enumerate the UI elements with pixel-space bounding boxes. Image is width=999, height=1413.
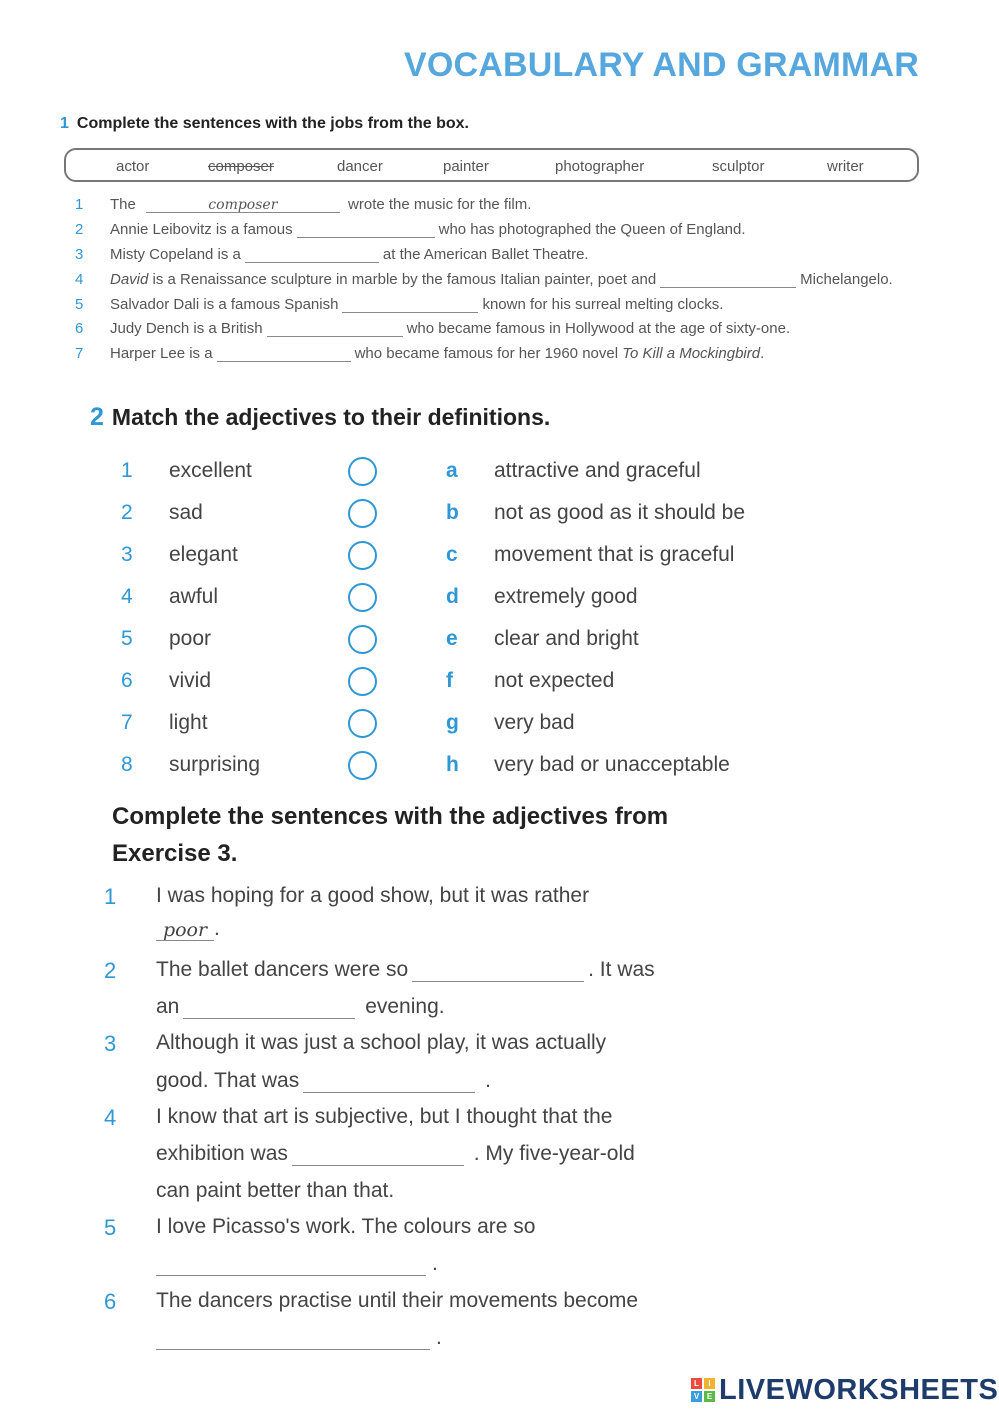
exercise-instruction: Match the adjectives to their definitions. [111, 404, 551, 430]
box-word: writer [827, 158, 864, 175]
answer-input[interactable] [183, 997, 355, 1019]
logo-mark-letter: L [691, 1378, 702, 1389]
box-word: sculptor [712, 158, 765, 175]
sentence-line [156, 995, 445, 1019]
answer-input[interactable] [156, 1254, 426, 1276]
sentence-text: who has photographed the Queen of England. [438, 221, 746, 238]
sentence-text: Michelangelo. [800, 271, 893, 288]
item-number: 7 [121, 711, 133, 734]
exercise-3-heading: Complete the sentences with the adjectives from Exercise 3. [112, 803, 669, 867]
item-number: 1 [104, 884, 117, 909]
sentence-line: I was hoping for a good show, but it was rather [156, 884, 590, 907]
logo-mark-letter: E [704, 1391, 715, 1402]
definition-letter: g [446, 711, 459, 734]
sentence-text: The ballet dancers were so [156, 958, 409, 981]
match-answer-circle[interactable] [348, 499, 377, 528]
sentence-line [156, 1069, 491, 1093]
definition-letter: h [446, 753, 459, 776]
box-word: composer [208, 158, 274, 175]
sentence-text: David [110, 271, 149, 288]
adjective: excellent [169, 459, 252, 482]
sentence-text: Misty Copeland is a [110, 246, 241, 263]
sentence-text: is a Renaissance sculpture in marble by the famous Italian painter, poet and [152, 271, 657, 288]
answer-input[interactable]: poor [156, 919, 214, 941]
word-box [64, 148, 919, 182]
sentence-text: at the American Ballet Theatre. [382, 246, 589, 263]
match-answer-circle[interactable] [348, 583, 377, 612]
item-number: 5 [121, 627, 133, 650]
definition: very bad [494, 711, 575, 734]
item-number: 5 [104, 1215, 117, 1240]
definition-letter: e [446, 627, 458, 650]
exercise-1-heading [60, 115, 469, 133]
definition: clear and bright [494, 627, 639, 650]
item-number: 5 [75, 296, 84, 313]
definition: very bad or unacceptable [494, 753, 730, 776]
sentence-text: . [432, 1252, 438, 1275]
answer-input[interactable] [297, 222, 435, 238]
item-number: 6 [75, 320, 84, 337]
match-answer-circle[interactable] [348, 625, 377, 654]
definition-letter: c [446, 543, 458, 566]
sentence-line [156, 1252, 438, 1276]
box-word: photographer [555, 158, 645, 175]
sentence-text: Annie Leibovitz is a famous [110, 221, 293, 238]
exercise-number: 1 [60, 115, 69, 132]
exercise-number: 2 [90, 403, 104, 431]
adjective: elegant [169, 543, 238, 566]
definition: movement that is graceful [494, 543, 735, 566]
item-number: 8 [121, 753, 133, 776]
liveworksheets-logo [691, 1374, 998, 1406]
definition: attractive and graceful [494, 459, 701, 482]
answer-input[interactable] [267, 321, 403, 337]
item-number: 2 [104, 958, 117, 983]
sentence-line [156, 1142, 635, 1166]
adjective: surprising [169, 753, 261, 776]
box-word: actor [116, 158, 150, 175]
definition-letter: d [446, 585, 459, 608]
sentence-text: Harper Lee is a [110, 345, 213, 362]
page-title: VOCABULARY AND GRAMMAR [403, 46, 919, 84]
answer-input[interactable] [303, 1071, 475, 1093]
sentence-text: Salvador Dali is a famous Spanish [110, 296, 339, 313]
sentence-text: . [760, 345, 765, 362]
sentence-text: To Kill a Mockingbird [622, 345, 761, 362]
box-word: painter [443, 158, 489, 175]
sentence-text: . It was [588, 958, 655, 981]
logo-mark-letter: I [704, 1378, 715, 1389]
definition-letter: f [446, 669, 453, 692]
answer-input[interactable] [292, 1144, 464, 1166]
adjective: poor [169, 627, 212, 650]
item-number: 6 [121, 669, 133, 692]
answer-input[interactable] [412, 960, 584, 982]
item-number: 7 [75, 345, 84, 362]
sentence-line: I know that art is subjective, but I thought that the [156, 1105, 613, 1128]
sentence-text: The [110, 196, 136, 213]
adjective: light [169, 711, 208, 734]
answer-input[interactable] [660, 272, 796, 288]
sentence-text: who became famous for her 1960 novel [354, 345, 619, 362]
adjective: sad [169, 501, 203, 524]
sentence-line [156, 958, 655, 982]
sentence-text: wrote the music for the film. [348, 196, 532, 213]
sentence-line: I love Picasso's work. The colours are so [156, 1215, 536, 1238]
exercise-2-heading [90, 403, 550, 432]
sentence-text: . My five-year-old [473, 1142, 635, 1165]
sentence-line: Although it was just a school play, it was actually [156, 1031, 607, 1054]
sentence-text: exhibition was [156, 1142, 288, 1165]
match-answer-circle[interactable] [348, 667, 377, 696]
exercise-instruction: Complete the sentences with the jobs from the box. [76, 115, 469, 132]
sentence-text: . [214, 917, 220, 940]
definition-letter: b [446, 501, 459, 524]
sentence-line [156, 1326, 442, 1350]
sentence-line: The dancers practise until their movements become [156, 1289, 639, 1312]
answer-input[interactable] [245, 247, 379, 263]
definition: not as good as it should be [494, 501, 746, 524]
item-number: 2 [75, 221, 84, 238]
sentence-text: who became famous in Hollywood at the age of sixty-one. [406, 320, 791, 337]
item-number: 6 [104, 1289, 117, 1314]
answer-input[interactable] [342, 297, 478, 313]
sentence-text: evening. [365, 995, 445, 1018]
item-number: 3 [121, 543, 133, 566]
sentence-line [156, 917, 220, 941]
answer-input[interactable] [217, 346, 351, 362]
box-word: dancer [337, 158, 383, 175]
item-number: 2 [121, 501, 133, 524]
sentence-text: . [485, 1069, 491, 1092]
item-number: 4 [104, 1105, 117, 1130]
brand-name: LIVEWORKSHEETS [719, 1373, 999, 1406]
answer-input[interactable]: composer [146, 197, 340, 213]
item-number: 3 [75, 246, 84, 263]
answer-input[interactable] [156, 1328, 430, 1350]
match-answer-circle[interactable] [348, 541, 377, 570]
match-answer-circle[interactable] [348, 457, 377, 486]
definition: not expected [494, 669, 615, 692]
definition: extremely good [494, 585, 638, 608]
item-number: 4 [75, 271, 84, 288]
sentence-text: an [156, 995, 180, 1018]
adjective: vivid [169, 669, 212, 692]
item-number: 4 [121, 585, 133, 608]
item-number: 3 [104, 1031, 117, 1056]
sentence-text: . [436, 1326, 442, 1349]
sentence-line: can paint better than that. [156, 1179, 395, 1202]
sentence-text: good. That was [156, 1069, 300, 1092]
logo-mark-letter: V [691, 1391, 702, 1402]
item-number: 1 [121, 459, 133, 482]
adjective: awful [169, 585, 219, 608]
sentence-text: Judy Dench is a British [110, 320, 263, 337]
match-answer-circle[interactable] [348, 709, 377, 738]
definition-letter: a [446, 459, 458, 482]
match-answer-circle[interactable] [348, 751, 377, 780]
logo-mark-icon [691, 1378, 715, 1402]
sentence-text: known for his surreal melting clocks. [482, 296, 724, 313]
item-number: 1 [75, 196, 84, 213]
